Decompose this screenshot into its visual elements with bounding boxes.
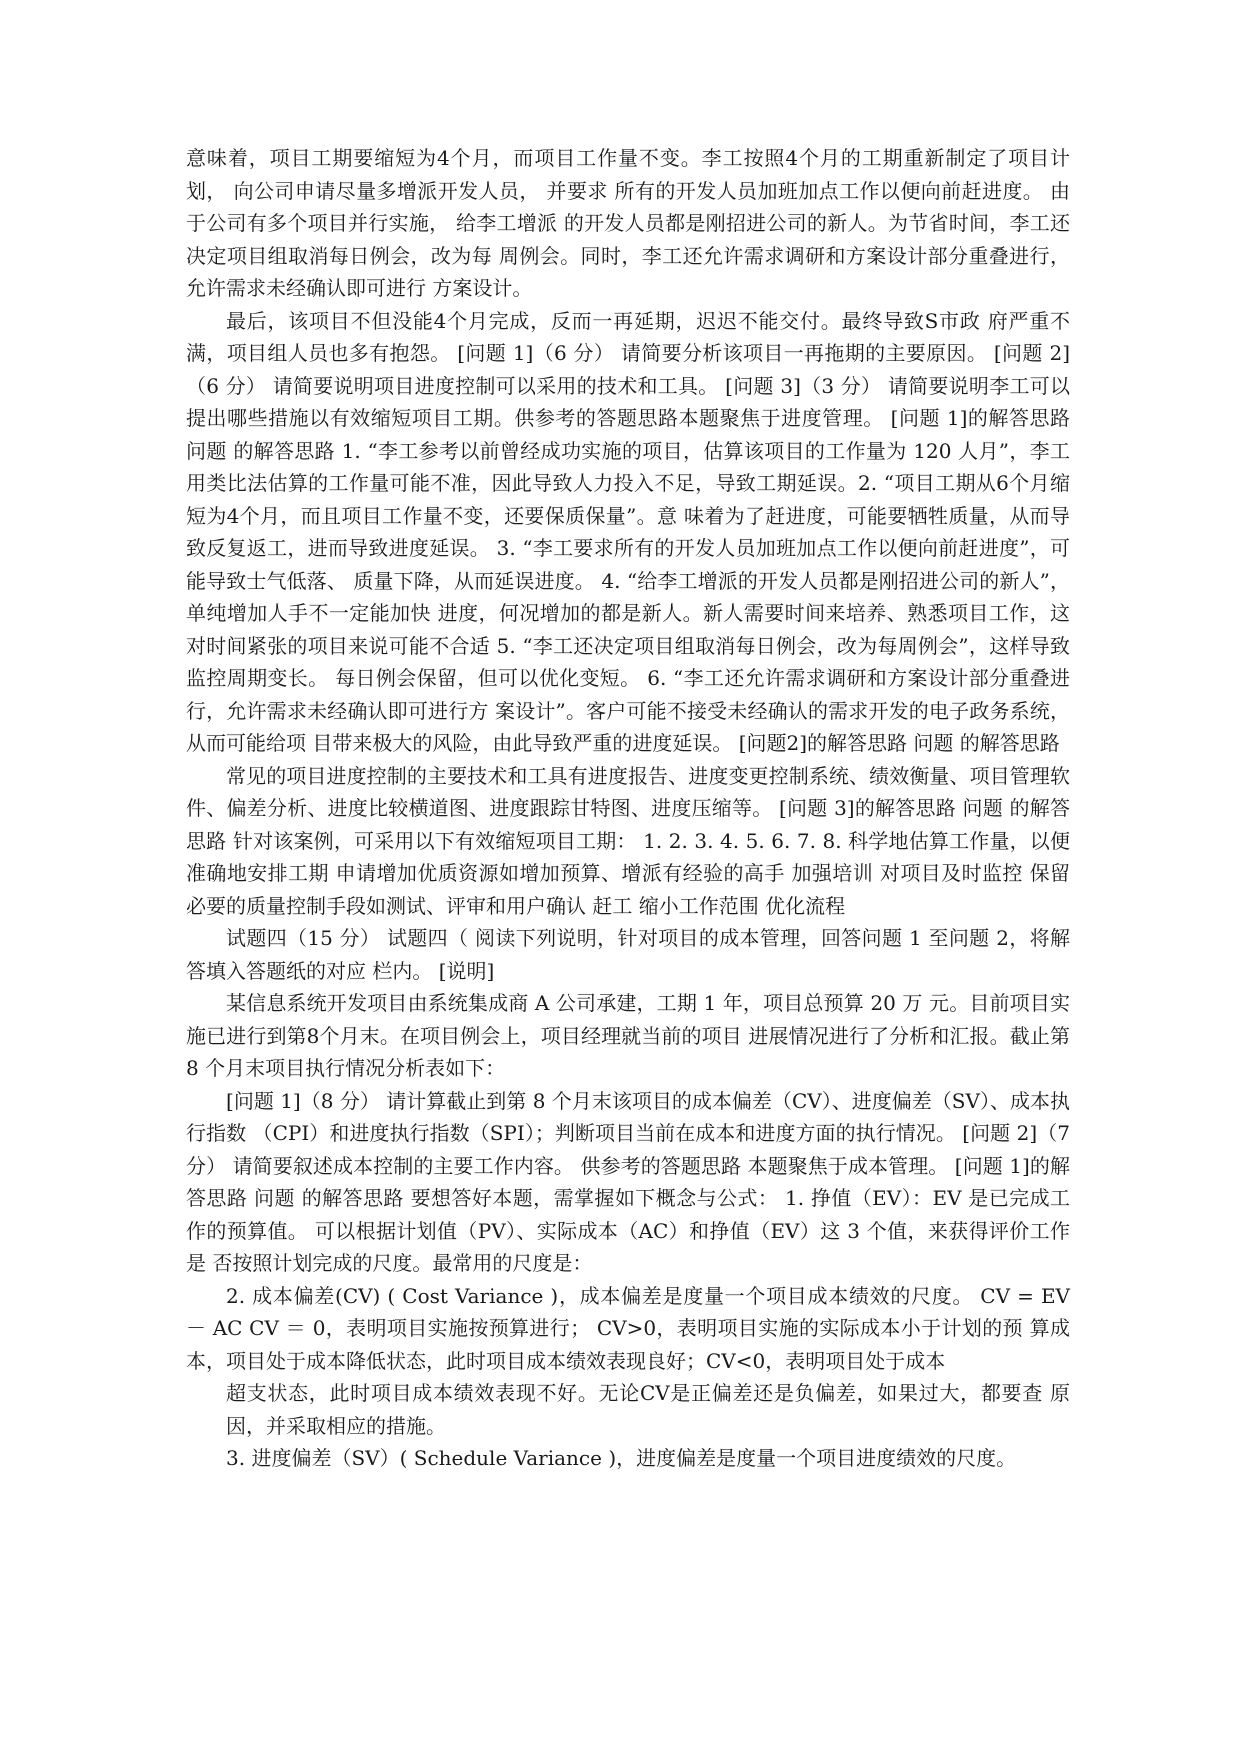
document-page [186, 142, 1070, 1475]
paragraph-9: 3. 进度偏差（SV）( Schedule Variance )，进度偏差是度量一个项目进度绩效的尺度。 [226, 1446, 1017, 1470]
paragraph-6: [问题 1]（8 分） 请计算截止到第 8 个月末该项目的成本偏差（CV）、进度偏差（SV）、成本执行指数 （CPI）和进度执行指数（SPI）；判断项目当前在成本和进度方面的执行情况。 [问题 2]（7 分） 请简要叙述成本控制的主要工作内容。 供参考的答题思路 本题聚焦于成本管理。 [问题 1]的解答思路 问题 的解答思路 要想答好本题，需掌握如下概念与公式： 1. 挣值（EV）：EV 是已完成工作的预算值。 可以根据计划值（PV）、实际成本（AC）和挣值（EV）这 3 个值，来获得评价工作是 否按照计划完成的尺度。最常用的尺度是： [186, 1088, 1070, 1275]
paragraph-1: 意味着，项目工期要缩短为4个月，而项目工作量不变。李工按照4个月的工期重新制定了项目计划， 向公司申请尽量多增派开发人员， 并要求 所有的开发人员加班加点工作以便向前赶进度。 由于公司有多个项目并行实施， 给李工增派 的开发人员都是刚招进公司的新人。为节省时间，李工还决定项目组取消每日例会，改为每 周例会。同时，李工还允许需求调研和方案设计部分重叠进行，允许需求未经确认即可进行 方案设计。 [186, 146, 1070, 300]
paragraph-2: 最后，该项目不但没能4个月完成，反而一再延期，迟迟不能交付。最终导致S市政 府严重不满，项目组人员也多有抱怨。 [问题 1]（6 分） 请简要分析该项目一再拖期的主要原因。 [问题 2]（6 分） 请简要说明项目进度控制可以采用的技术和工具。 [问题 3]（3 分） 请简要说明李工可以提出哪些措施以有效缩短项目工期。供参考的答题思路本题聚焦于进度管理。 [问题 1]的解答思路 问题 的解答思路 1. “李工参考以前曾经成功实施的项目，估算该项目的工作量为 120 人月”，李工 用类比法估算的工作量可能不准，因此导致人力投入不足，导致工期延误。2. “项目工期从6个月缩短为4个月，而且项目工作量不变，还要保质保量”。意 味着为了赶进度，可能要牺牲质量，从而导致反复返工，进而导致进度延误。 3. “李工要求所有的开发人员加班加点工作以便向前赶进度”，可能导致士气低落、 质量下降，从而延误进度。 4. “给李工增派的开发人员都是刚招进公司的新人”，单纯增加人手不一定能加快 进度，何况增加的都是新人。新人需要时间来培养、熟悉项目工作，这对时间紧张的项目来说可能不合适 5. “李工还决定项目组取消每日例会，改为每周例会”，这样导致监控周期变长。 每日例会保留，但可以优化变短。 6. “李工还允许需求调研和方案设计部分重叠进行，允许需求未经确认即可进行方 案设计”。客户可能不接受未经确认的需求开发的电子政务系统，从而可能给项 目带来极大的风险，由此导致严重的进度延误。 [问题2]的解答思路 问题 的解答思路 [186, 308, 1070, 755]
paragraph-7: 2. 成本偏差(CV) ( Cost Variance )，成本偏差是度量一个项目成本绩效的尺度。 CV = EV － AC CV ＝ 0，表明项目实施按预算进行； CV>0，表明项目实施的实际成本小于计划的预 算成本，项目处于成本降低状态，此时项目成本绩效表现良好；CV<0，表明项目处于成本 [186, 1283, 1070, 1373]
paragraph-5: 某信息系统开发项目由系统集成商 A 公司承建，工期 1 年，项目总预算 20 万 元。目前项目实施已进行到第8个月末。在项目例会上，项目经理就当前的项目 进展情况进行了分析和汇报。截止第 8 个月末项目执行情况分析表如下： [186, 991, 1070, 1080]
paragraph-8: 超支状态，此时项目成本绩效表现不好。无论CV是正偏差还是负偏差，如果过大，都要查 原因，并采取相应的措施。 [226, 1381, 1070, 1438]
paragraph-3: 常见的项目进度控制的主要技术和工具有进度报告、进度变更控制系统、绩效衡量、项目管理软件、偏差分析、进度比较横道图、进度跟踪甘特图、进度压缩等。 [问题 3]的解答思路 问题 的解答思路 针对该案例，可采用以下有效缩短项目工期： 1. 2. 3. 4. 5. 6. 7. 8. 科学地估算工作量，以便准确地安排工期 申请增加优质资源如增加预算、增派有经验的高手 加强培训 对项目及时监控 保留必要的质量控制手段如测试、评审和用户确认 赶工 缩小工作范围 优化流程 [186, 763, 1070, 918]
paragraph-4: 试题四（15 分） 试题四（ 阅读下列说明，针对项目的成本管理，回答问题 1 至问题 2，将解答填入答题纸的对应 栏内。 [说明] [186, 926, 1070, 983]
